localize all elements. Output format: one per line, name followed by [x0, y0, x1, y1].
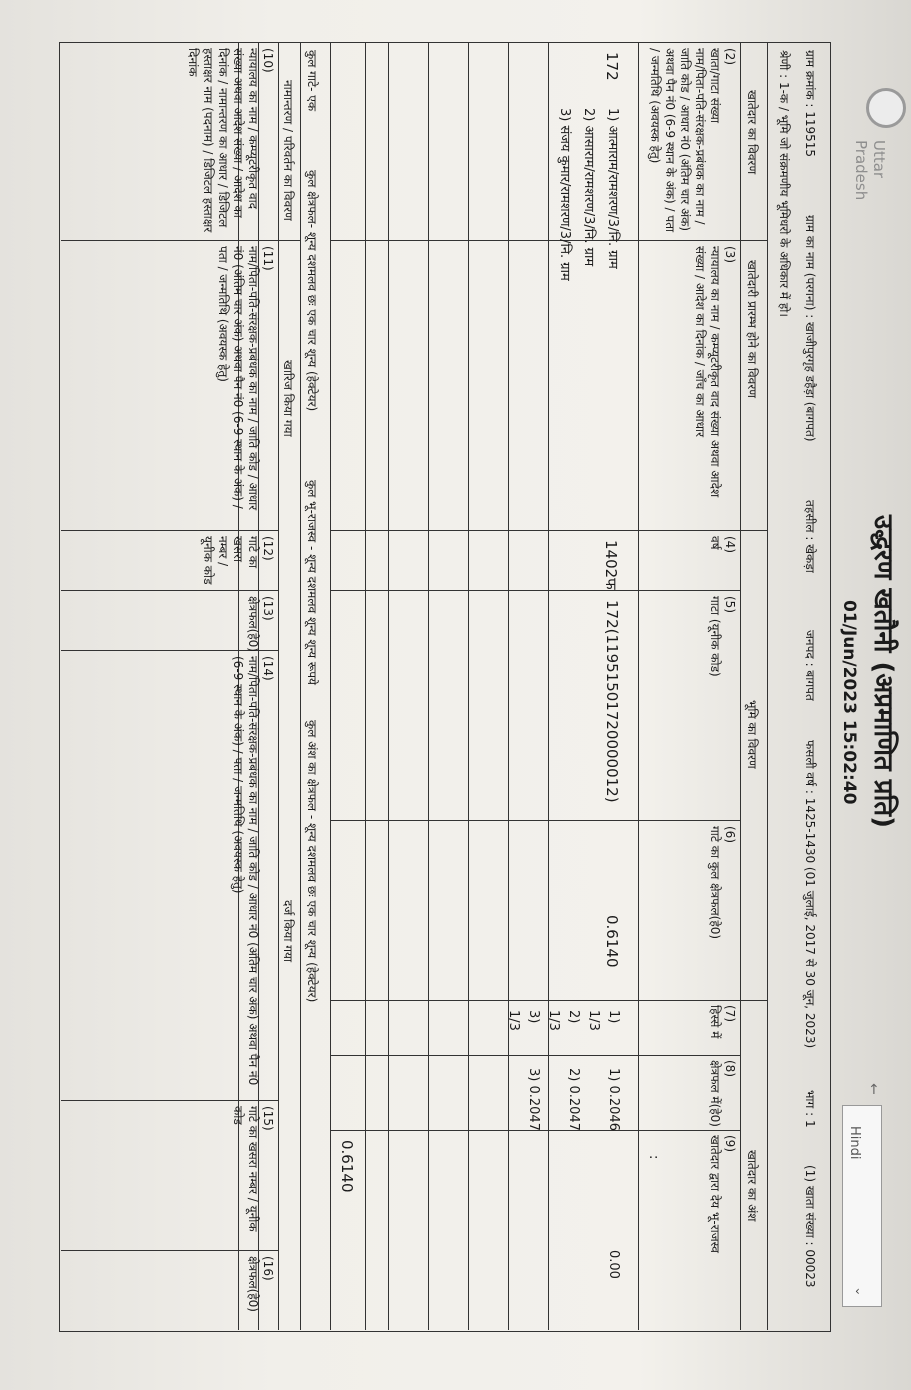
language-select-label: Hindi [847, 1126, 862, 1160]
tehsil: तहसील : खेकड़ा [803, 500, 817, 573]
shreni: श्रेणी : 1-क / भूमि जो संक्रमणीय भूमिधरो के अधिकार में हो। [777, 50, 791, 317]
document-title: उद्धरण खतौनी (अप्रमाणित प्रति) [868, 515, 898, 829]
col-7-header: (7) हिस्से में [708, 1005, 737, 1039]
owner-2: 2) आसाराम/रामशरण/3/नि. ग्राम [581, 108, 596, 267]
total-share-area: 0.6140 [338, 1140, 356, 1193]
col-15-header: (15) गाटे का खसरा नम्बर / यूनीक कोड [231, 1106, 275, 1232]
total-area: कुल क्षेत्रफल- शून्य दशमलव छः एक चार शून्य (हेक्टेयर) [305, 170, 319, 412]
col-9-header: (9) खातेदार द्वारा देय भू-राजस्व [708, 1135, 737, 1253]
col-13-header: (13) क्षेत्रफल(हे0) [246, 596, 275, 652]
namantaran-header: नामान्तरण / परिवर्तन का विवरण [281, 80, 295, 221]
share-frac-2: 1/3 [546, 1010, 561, 1031]
gata-code: 172(11951501720000012) [603, 600, 621, 803]
share-frac-1: 1/3 [586, 1010, 601, 1031]
col-8-header: (8) क्षेत्रफल में(हे0) [708, 1060, 737, 1127]
col-3-header: (3) न्यायालय का नाम / कम्प्यूटरीकृत वाद संख्या अथवा आदेश संख्या / आदेश का दिनांक / जाँच का आधार [693, 246, 737, 498]
document-datetime: 01/Jun/2023 15:02:40 [839, 600, 859, 805]
col-6-header: (6) गाटे का कुल क्षेत्रफल(हे0) [708, 826, 737, 940]
khata-sankhya: (1) खाता संख्या : 00023 [803, 1165, 817, 1288]
col-14-header: (14) नाम/पिता-पति-संरक्षक-प्रबंधक का नाम / जाति कोड / आधार नं0 (अंतिम चार अंक) अथवा पैन नं0 (6-9 स्थान के अंक) / पता / जन्मतिथि (अवयस्क हेतु) [231, 656, 275, 1086]
logo-text: Uttar Pradesh [852, 140, 888, 201]
group-khatedar: खातेदार का विवरण [745, 90, 759, 175]
col-16-header: (16) क्षेत्रफल(हे0) [246, 1256, 275, 1312]
total-share: कुल अंश का क्षेत्रफल - शून्य दशमलव छः एक चार शून्य (हेक्टेयर) [305, 720, 319, 1003]
col-11-header: (11) नाम/पिता-पति-संरक्षक-प्रबंधक का नाम / जाति कोड / आधार नं0 (अंतिम चार अंक) अथवा पैन नं0 (6-9 स्थान के अंक) / पता / जन्मतिथि (अवयस्क हेतु) [216, 246, 275, 511]
share-label-2: 2) [566, 1010, 581, 1024]
year: 1402फ [602, 540, 620, 590]
group-khatauni-start: खातेदारी प्रारम्भ होने का विवरण [745, 260, 759, 398]
janpad: जनपद : बागपत [803, 630, 817, 701]
khata-number: 172 [603, 52, 621, 81]
share-label-1: 1) [606, 1010, 621, 1024]
group-land: भूमि का विवरण [745, 700, 759, 769]
owner-1: 1) आत्माराम/रामशरण/3/नि. ग्राम [605, 108, 620, 269]
col-5-header: (5) गाटा (यूनीक कोड) [708, 596, 737, 677]
total-gata: कुल गाटे- एक [305, 50, 319, 112]
share-label-3: 3) [526, 1010, 541, 1024]
arrow-icon: ↑ [868, 1082, 880, 1098]
group-share: खातेदार का अंश [745, 1150, 759, 1222]
darj-header: दर्ज किया गया [281, 900, 295, 963]
col-10-header: (10) न्यायालय का नाम / कम्प्यूटरीकृत वाद संख्या अथवा आदेश संख्या / आदेश का दिनांक / नामान्तरण का आधार / डिजिटल हस्ताक्षर नाम (पदनाम) / डिजिटल हस्ताक्षर दिनांक [186, 48, 275, 233]
owner-3: 3) संजय कुमार/रामशरण/3/नि. ग्राम [557, 108, 572, 281]
share-area-3: 3) 0.2047 [526, 1068, 541, 1131]
bhag: भाग : 1 [803, 1090, 817, 1128]
gram-name: ग्राम का नाम (परगना) : खाजीपुरगृह डहैड़ा (बागपत) [803, 215, 817, 442]
col-4-header: (4) वर्ष [708, 536, 737, 553]
revenue-dash: : [646, 1155, 661, 1160]
revenue: 0.00 [606, 1250, 621, 1279]
chevron-down-icon: ‹ [855, 1284, 860, 1298]
col-12-header: (12) गाटे का खसरा नम्बर / यूनीक कोड [201, 536, 275, 585]
fasli-year: फसली वर्ष : 1425-1430 (01 जुलाई, 2017 से 30 जून, 2023) [803, 740, 817, 1049]
total-revenue: कुल भू-राजस्व - शून्य दशमलव शून्य शून्य रूपये [305, 480, 319, 686]
gram-code: ग्राम क्रमांक : 119515 [803, 50, 817, 158]
share-area-2: 2) 0.2047 [566, 1068, 581, 1131]
share-frac-3: 1/3 [506, 1010, 521, 1031]
share-area-1: 1) 0.2046 [606, 1068, 621, 1131]
kharij-header: खारिज किया गया [281, 360, 295, 437]
gata-area: 0.6140 [603, 915, 621, 968]
col-2-header: (2) खाता/गाटा संख्या नाम/पिता-पति-संरक्षक-प्रबंधक का नाम / जाति कोड / आधार नं0 (अंतिम चार अंक) अथवा पैन नं0 (6-9 स्थान के अंक) / पता / जन्मतिथि (अवयस्क हेतु) [648, 48, 737, 233]
